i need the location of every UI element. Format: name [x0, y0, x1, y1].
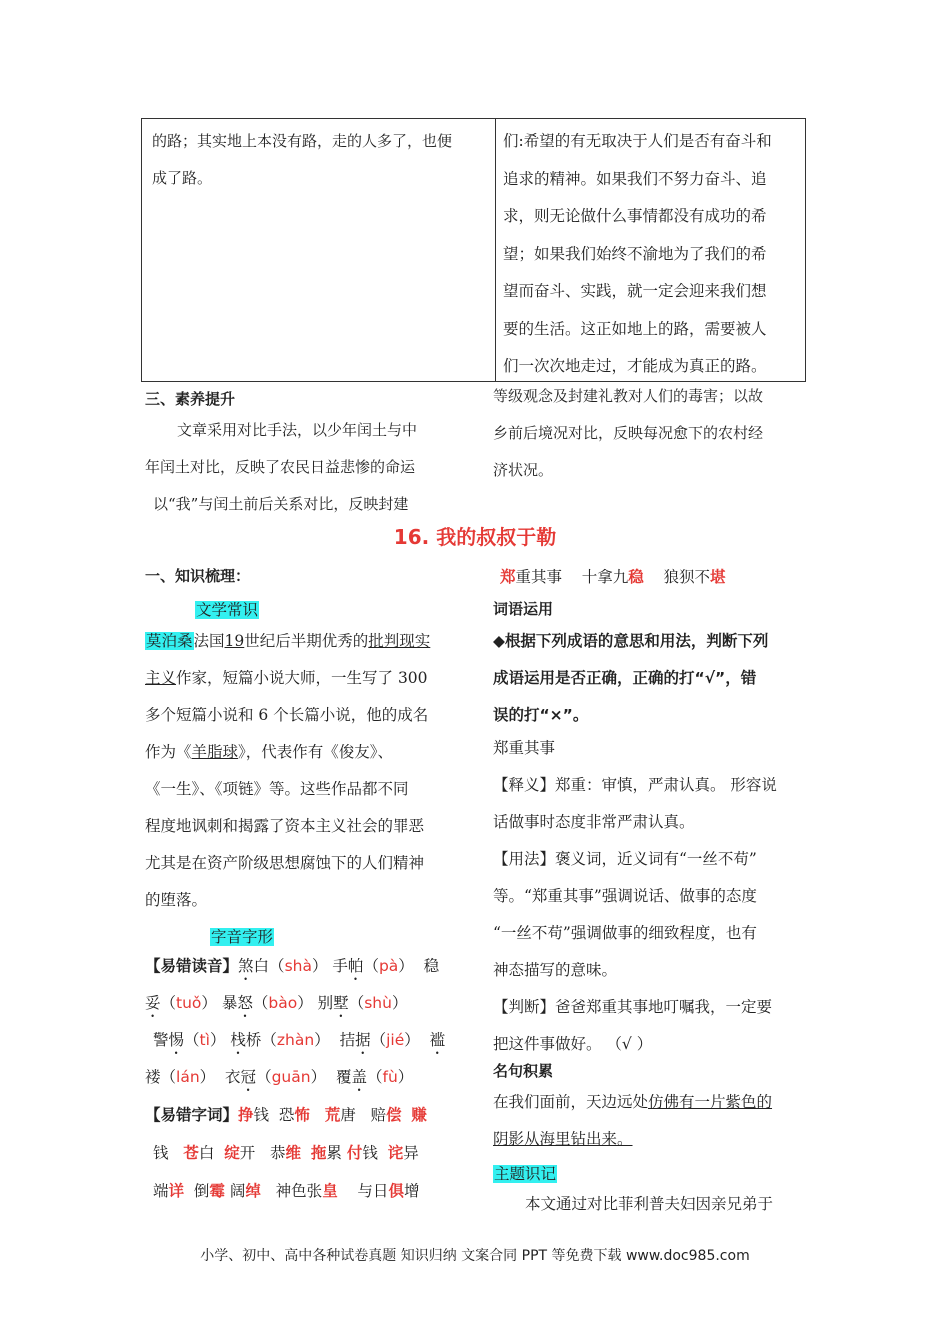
pron-char: 盖	[351, 1068, 367, 1086]
section1-heading: 一、知识梳理：	[145, 567, 251, 585]
idiom-rest: 狼狈不	[663, 568, 711, 586]
table-right-line: 们一次次地走过，才能成为真正的路。	[503, 357, 767, 375]
analysis-line: 【判断】爸爸郑重其事地叮嘱我，一定要	[493, 998, 773, 1016]
pinyin: tì	[199, 1031, 210, 1049]
pron-char: 冠	[240, 1068, 257, 1086]
word-rest: 恭	[270, 1144, 286, 1162]
word-rest: 唐	[340, 1106, 356, 1124]
word-key: 诧	[387, 1143, 404, 1162]
analysis-line: 【用法】褒义词，近义词有“一丝不苟”	[493, 850, 757, 868]
lit-school: 批判现实	[368, 632, 431, 650]
quote-text	[493, 1084, 813, 1158]
footer-text: 小学、初中、高中各种试卷真题 知识归纳 文案合同 PPT 等免费下载 www.doc985.com	[200, 1248, 750, 1264]
literature-label-text: 文学常识	[196, 601, 259, 619]
literature-label	[195, 598, 259, 620]
pron-char: 衣	[225, 1068, 241, 1086]
lit-masterpiece: 羊脂球	[191, 743, 239, 761]
analysis-line: 把这件事做好。 （√ ）	[493, 1035, 653, 1053]
quote-underlined: 阴影从海里钻出来。	[493, 1130, 633, 1148]
word-key: 详	[168, 1181, 185, 1200]
theme-label-text: 主题识记	[494, 1165, 557, 1183]
word-rest: 白	[198, 1144, 215, 1162]
section3-right-text	[493, 378, 813, 489]
idiom-rest: 十拿九	[581, 568, 629, 586]
pinyin: shù	[364, 994, 392, 1012]
pron-line: 妥（tuǒ） 暴怒（bào） 别墅（shù）	[145, 994, 408, 1012]
word-rest: 钱	[253, 1106, 270, 1124]
section3-line: 文章采用对比手法，以少年闰土与中	[177, 421, 418, 439]
pron-char: 惕	[168, 1031, 185, 1049]
lit-text: 》，代表作有《俊友》、	[238, 743, 394, 761]
pron-char: 据	[355, 1031, 371, 1049]
lit-text: 作为《	[145, 743, 192, 761]
word-rest: 神色张	[275, 1182, 323, 1200]
usage-heading: 词语运用	[493, 600, 554, 618]
idiom-key: 稳	[628, 567, 644, 586]
pron-char: 桥	[245, 1031, 262, 1049]
pinyin: jié	[386, 1031, 405, 1049]
word-key: 挣	[238, 1105, 254, 1124]
lit-line: 的堕落。	[145, 891, 208, 909]
word-key: 怖	[294, 1105, 310, 1124]
word-key: 赚	[411, 1105, 427, 1124]
analysis-line: 话做事时态度非常严肃认真。	[493, 813, 695, 831]
char-label-text: 字音字形	[211, 928, 274, 946]
word-rest: 与日	[357, 1182, 389, 1200]
word-key: 绽	[224, 1143, 240, 1162]
quote-heading: 名句积累	[493, 1062, 554, 1080]
word-tag: 【易错字词】	[145, 1106, 239, 1124]
lit-school-cont: 主义	[145, 669, 177, 687]
pinyin: shà	[284, 957, 312, 975]
pinyin: lán	[176, 1068, 200, 1086]
pronunciation-block	[145, 948, 475, 1096]
idiom-key: 堪	[710, 567, 726, 586]
pron-char: 手	[332, 957, 348, 975]
instructions	[493, 623, 813, 734]
pron-char: 白	[253, 957, 270, 975]
section3-heading: 三、素养提升	[145, 390, 236, 408]
lit-text: 作家，短篇小说大师，一生写了 300	[176, 669, 428, 687]
pinyin: zhàn	[276, 1031, 315, 1049]
lit-line	[145, 734, 465, 771]
lit-text: 世纪后半期优秀的	[244, 632, 369, 650]
pron-char: 怒	[237, 994, 253, 1012]
pron-line: 【易错读音】煞白（shà） 手帕（pà） 稳	[145, 957, 440, 975]
pron-line: 警惕（tì） 栈桥（zhàn） 拮据（jié） 褴	[153, 1031, 446, 1049]
pron-char: 暴	[221, 994, 238, 1012]
word-key: 皇	[322, 1181, 338, 1200]
lit-line: 多个短篇小说和 6 个长篇小说，他的成名	[145, 706, 429, 724]
pinyin: guān	[271, 1068, 311, 1086]
quote-line	[493, 1121, 813, 1158]
quote-text-part: 在我们面前，天边远处	[493, 1093, 649, 1111]
idiom-key: 郑	[500, 567, 516, 586]
word-key: 偿	[386, 1105, 402, 1124]
section3-line: 年闰土对比，反映了农民日益悲惨的命运	[145, 458, 416, 476]
pinyin: tuǒ	[176, 994, 202, 1012]
pron-char: 栈	[230, 1031, 246, 1049]
analysis-line: “一丝不苟”强调做事的细致程度，也有	[493, 924, 757, 942]
pinyin: bào	[268, 994, 298, 1012]
lit-line	[145, 623, 465, 660]
instr-line: 误的打“×”。	[493, 706, 589, 724]
word-rest: 异	[403, 1144, 419, 1162]
word-key: 绰	[245, 1181, 261, 1200]
theme-label	[493, 1162, 557, 1184]
pron-char: 稳	[423, 957, 440, 975]
pron-char: 妥	[145, 994, 161, 1012]
theme-line: 本文通过对比菲利普夫妇因亲兄弟于	[525, 1195, 774, 1213]
word-key: 荒	[324, 1105, 341, 1124]
word-key: 俱	[388, 1181, 404, 1200]
lit-line: 尤其是在资产阶级思想腐蚀下的人们精神	[145, 854, 425, 872]
word-rest: 增	[403, 1182, 420, 1200]
literature-paragraph	[145, 623, 465, 919]
quote-underlined: 仿佛有一片紫色的	[648, 1093, 773, 1111]
word-rest: 钱	[362, 1144, 378, 1162]
word-rest: 开	[239, 1144, 256, 1162]
table-right-line: 要的生活。这正如地上的路，需要被人	[503, 319, 767, 338]
table-divider	[495, 119, 496, 381]
table-left-line: 的路；其实地上本没有路，走的人多了，也便	[152, 132, 453, 150]
idiom-name: 郑重其事	[493, 739, 556, 757]
table-right-line: 追求的精神。如果我们不努力奋斗、追	[503, 169, 767, 188]
section3-line: 等级观念及封建礼教对人们的毒害；以故	[493, 387, 764, 405]
word-rest: 倒	[193, 1182, 210, 1200]
pron-line: 褛（lán） 衣冠（guān） 覆盖（fù）	[145, 1068, 414, 1086]
pron-char: 别	[317, 994, 334, 1012]
pron-char: 帕	[347, 957, 364, 975]
pron-char: 褛	[145, 1068, 161, 1086]
pron-char: 煞	[238, 957, 254, 975]
idiom-rest: 重其事	[515, 568, 563, 586]
lit-line: 程度地讽刺和揭露了资本主义社会的罪恶	[145, 817, 425, 835]
table-right-line: 望而奋斗、实践，就一定会迎来我们想	[503, 282, 767, 300]
table-right-cell	[503, 123, 799, 386]
table-right-line: 求，则无论做什么事情都没有成功的希	[503, 207, 767, 225]
word-rest: 赔	[370, 1106, 387, 1124]
lit-line: 《一生》、《项链》等。这些作品都不同	[145, 780, 409, 798]
chapter-title: 16. 我的叔叔于勒	[393, 525, 557, 549]
table-left-line: 成了路。	[152, 169, 213, 187]
words-line	[145, 1096, 475, 1134]
section3-line: 以“我”与闰土前后关系对比，反映封建	[153, 495, 409, 513]
pron-tag: 【易错读音】	[145, 957, 239, 975]
pinyin: pà	[378, 957, 399, 975]
pron-char: 覆	[335, 1068, 352, 1086]
words-line	[145, 1134, 475, 1172]
pron-char: 拮	[339, 1031, 356, 1049]
table-left-cell	[152, 123, 487, 197]
word-rest: 端	[153, 1182, 169, 1200]
idiom-list	[500, 565, 726, 587]
char-label	[210, 925, 274, 947]
analysis-line: 神态描写的意味。	[493, 961, 618, 979]
word-key: 拖	[310, 1143, 327, 1162]
author-name: 莫泊桑	[146, 632, 193, 650]
word-key: 付	[346, 1143, 363, 1162]
instr-line: ◆根据下列成语的意思和用法，判断下列	[493, 632, 769, 650]
pinyin: fù	[382, 1068, 398, 1086]
lit-century: 19	[224, 632, 245, 650]
analysis-line: 【释义】郑重：审慎，严肃认真。 形容说	[493, 776, 777, 794]
pron-char: 墅	[333, 994, 349, 1012]
words-line	[145, 1172, 475, 1210]
section3-left-text	[145, 412, 465, 523]
word-rest: 钱	[153, 1144, 169, 1162]
pron-char: 警	[153, 1031, 169, 1049]
instr-line: 成语运用是否正确，正确的打“√”，错	[493, 669, 757, 687]
word-key: 苍	[183, 1143, 199, 1162]
idiom-analysis	[493, 730, 813, 1063]
lit-line	[145, 660, 465, 697]
pron-char: 褴	[429, 1031, 446, 1049]
quote-line	[493, 1084, 813, 1121]
table-right-line: 望；如果我们始终不渝地为了我们的希	[503, 244, 767, 263]
wrong-words-block	[145, 1096, 475, 1210]
word-key: 维	[285, 1143, 302, 1162]
section3-line: 济状况。	[493, 461, 554, 479]
word-rest: 累	[326, 1144, 342, 1162]
word-rest: 阔	[229, 1182, 246, 1200]
lit-text: 法国	[193, 632, 225, 650]
word-rest: 恐	[278, 1106, 295, 1124]
word-key: 霉	[209, 1181, 225, 1200]
table-right-line: 们:希望的有无取决于人们是否有奋斗和	[503, 132, 772, 150]
section3-line: 乡前后境况对比，反映每况愈下的农村经	[493, 424, 764, 442]
quote-table	[141, 118, 806, 382]
analysis-line: 等。“郑重其事”强调说话、做事的态度	[493, 887, 757, 905]
